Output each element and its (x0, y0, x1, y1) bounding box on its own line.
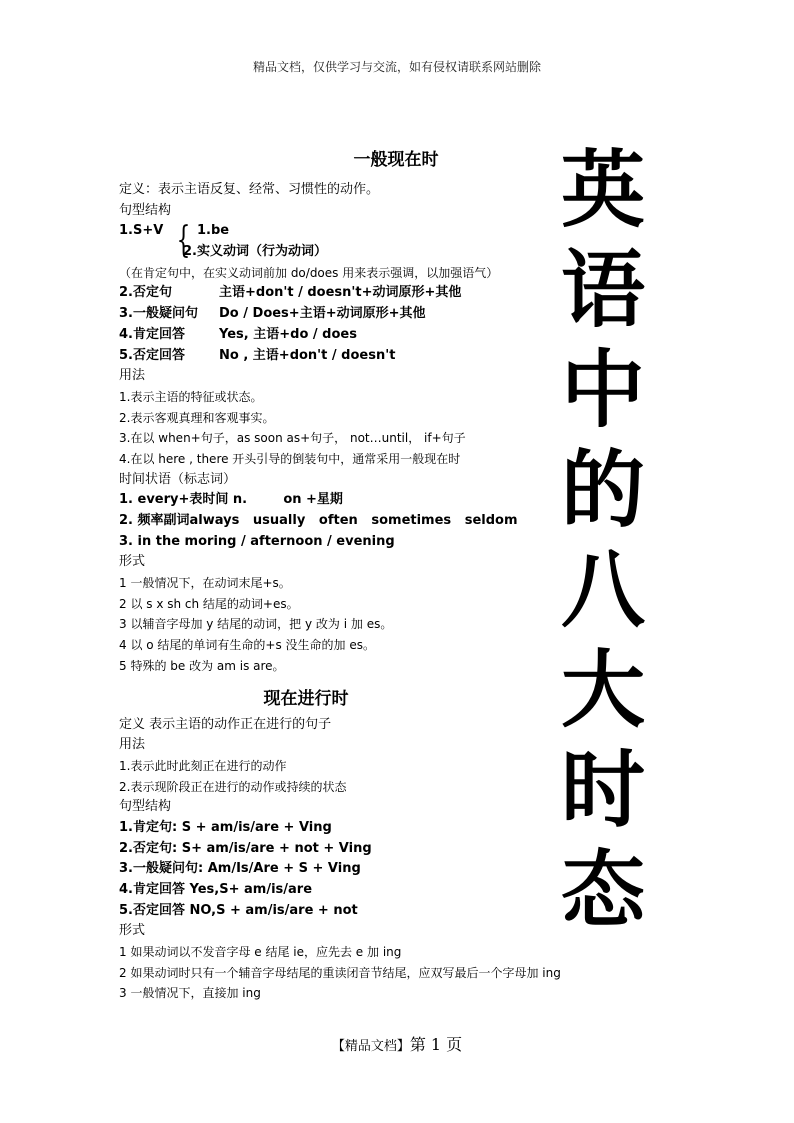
usage-item: 3.在以 when+句子，as soon as+句子， not…until， if+句子 (119, 431, 466, 446)
section1-structure-heading: 句型结构 (119, 202, 172, 218)
structure-row: 3.一般疑问句: Am/Is/Are + S + Ving (119, 861, 361, 877)
vertical-title (548, 140, 658, 940)
form-item: 2 以 s x sh ch 结尾的动词+es。 (119, 596, 299, 611)
usage-item: 4.在以 here , there 开头引导的倒装句中，通常采用一般现在时 (119, 451, 461, 466)
structure-row: 4.肯定回答 Yes, 主语+do / does (119, 326, 357, 342)
section2-definition: 定义 表示主语的动作正在进行的句子 (119, 716, 332, 732)
form-item: 3 一般情况下，直接加 ing (119, 986, 261, 1001)
section1-note: （在肯定句中，在实义动词前加 do/does 用来表示强调，以加强语气） (119, 265, 499, 280)
section1-form-heading: 形式 (119, 554, 146, 570)
structure-item-1: 1.S+V (119, 223, 164, 239)
structure-row: 2.否定句: S+ am/is/are + not + Ving (119, 840, 372, 856)
structure-row: 2.否定句 主语+don't / doesn't+动词原形+其他 (119, 285, 462, 301)
section1-title: 一般现在时 (353, 150, 439, 170)
vertical-title-char: 的 (560, 441, 645, 539)
structure-brace-group (119, 221, 493, 262)
structure-item-1a: 1.be (197, 223, 230, 239)
section2-title: 现在进行时 (263, 688, 349, 709)
section1-usage-heading: 用法 (119, 368, 146, 384)
form-item: 4 以 o 结尾的单词有生命的+s 没生命的加 es。 (119, 638, 375, 653)
section1-time-heading: 时间状语（标志词） (119, 471, 237, 487)
form-item: 1 如果动词以不发音字母 e 结尾 ie，应先去 e 加 ing (119, 945, 402, 960)
page-footer (0, 1032, 794, 1055)
page-number: 第 1 页 (409, 1035, 463, 1054)
structure-row: 5.否定回答 NO,S + am/is/are + not (119, 902, 358, 918)
brace-icon: { (176, 220, 191, 262)
usage-item: 2.表示现阶段正在进行的动作或持续的状态 (119, 779, 347, 794)
footer-label: 【精品文档】 (331, 1039, 410, 1054)
structure-item-1b: 2.实义动词（行为动词） (183, 244, 327, 260)
section1-definition: 定义：表示主语反复、经常、习惯性的动作。 (119, 182, 380, 197)
vertical-title-char: 语 (560, 241, 645, 339)
vertical-title-char: 大 (560, 641, 645, 739)
vertical-title-char: 八 (560, 541, 645, 639)
time-item-1: 1. every+表时间 n. on +星期 (119, 492, 343, 508)
usage-item: 1.表示主语的特征或状态。 (119, 389, 263, 404)
page-header: 精品文档，仅供学习与交流，如有侵权请联系网站删除 (252, 60, 541, 74)
time-item-3: 3. in the moring / afternoon / evening (119, 533, 395, 549)
usage-item: 2.表示客观真理和客观事实。 (119, 410, 275, 425)
document-body (119, 140, 561, 1004)
structure-row: 4.肯定回答 Yes,S+ am/is/are (119, 882, 313, 898)
form-item: 2 如果动词时只有一个辅音字母结尾的重读闭音节结尾，应双写最后一个字母加 ing (119, 965, 561, 980)
structure-row: 1.肯定句: S + am/is/are + Ving (119, 819, 332, 835)
vertical-title-char: 英 (560, 141, 645, 239)
form-item: 5 特殊的 be 改为 am is are。 (119, 658, 285, 673)
usage-item: 1.表示此时此刻正在进行的动作 (119, 758, 287, 773)
form-item: 1 一般情况下，在动词末尾+s。 (119, 576, 291, 591)
time-item-2: 2. 频率副词always usually often sometimes seldom (119, 513, 518, 529)
section2-usage-heading: 用法 (119, 737, 146, 753)
vertical-title-char: 态 (560, 841, 645, 939)
section2-structure-heading: 句型结构 (119, 799, 172, 815)
vertical-title-char: 中 (560, 341, 645, 439)
vertical-title-char: 时 (560, 741, 645, 839)
structure-row: 5.否定回答 No , 主语+don't / doesn't (119, 347, 396, 363)
section2-form-heading: 形式 (119, 923, 146, 939)
section1-structure-rows (119, 283, 493, 366)
structure-row: 3.一般疑问句 Do / Does+主语+动词原形+其他 (119, 306, 426, 322)
form-item: 3 以辅音字母加 y 结尾的动词，把 y 改为 i 加 es。 (119, 617, 393, 632)
